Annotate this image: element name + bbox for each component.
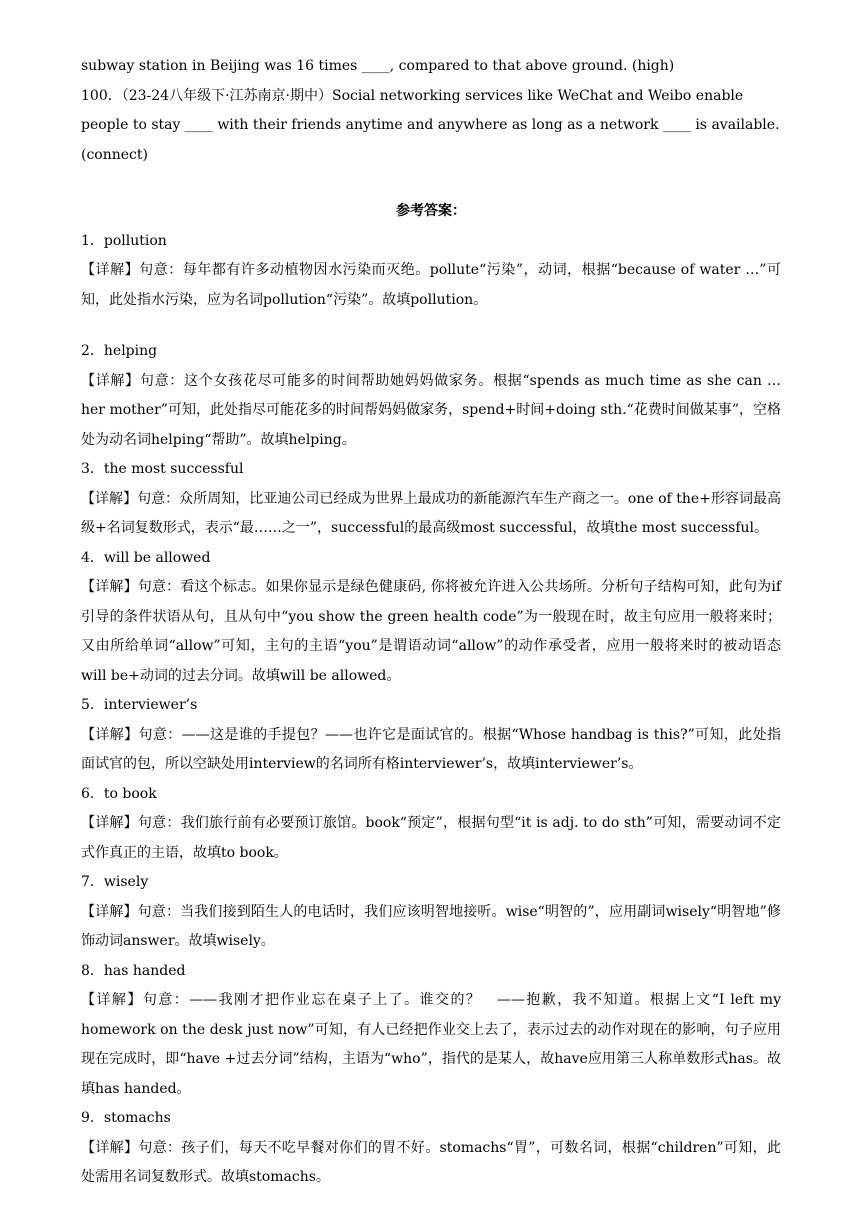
- answer-head: 4．will be allowed: [81, 549, 211, 566]
- answer-1: [81, 227, 781, 316]
- document-content: [81, 52, 781, 1193]
- question-100: 100．（23-24八年级下·江苏南京·期中）Social networking services like WeChat and Weibo enable people to stay ____ with their friends anytime and anywhere as long as a network ____ is available. (connect): [81, 87, 780, 163]
- answer-head: 3．the most successful: [81, 461, 244, 477]
- answer-explanation: 【详解】句意：每年都有许多动植物因水污染而灭绝。pollute“污染”，动词，根据“because of water …”可知，此处指水污染，应为名词pollution“污染”。故填pollution。: [81, 262, 781, 308]
- answer-head: 6．to book: [81, 785, 157, 802]
- answer-7: [81, 868, 781, 957]
- answer-3: [81, 455, 781, 544]
- answer-explanation: 【详解】句意：——这是谁的手提包？——也许它是面试官的。根据“Whose handbag is this?”可知，此处指面试官的包，所以空缺处用interview的名词所有格interviewer’s，故填interviewer’s。: [81, 726, 781, 772]
- answer-9: [81, 1104, 781, 1193]
- answer-explanation: 【详解】句意：看这个标志。如果你显示是绿色健康码, 你将被允许进入公共场所。分析句子结构可知，此句为if引导的条件状语从句，且从句中“you show the green health code”为一般现在时，故主句应用一般将来时；又由所给单词“allow”可知，主句的主语“you”是谓语动词“allow”的动作承受者，应用一般将来时的被动语态will be+动词的过去分词。故填will be allowed。: [81, 579, 781, 684]
- answer-explanation: 【详解】句意：这个女孩花尽可能多的时间帮助她妈妈做家务。根据“spends as much time as she can … her mother”可知，此处指尽可能花多的时间帮妈妈做家务，spend+时间+doing sth.“花费时间做某事”，空格处为动名词helping“帮助”。故填helping。: [81, 372, 781, 448]
- answers-title: 参考答案：: [396, 203, 466, 219]
- answer-6: [81, 780, 781, 869]
- question-99-tail: subway station in Beijing was 16 times ____, compared to that above ground. (high): [81, 58, 675, 74]
- answer-head: 7．wisely: [81, 874, 149, 890]
- answer-head: 1．pollution: [81, 232, 167, 249]
- answer-5: [81, 691, 781, 780]
- answer-2: [81, 337, 781, 455]
- answer-explanation: 【详解】句意：——我刚才把作业忘在桌子上了。谁交的？ ——抱歉，我不知道。根据上文“I left my homework on the desk just now”可知，有人已经把作业交上去了，表示过去的动作对现在的影响，句子应用现在完成时，即“have +过去分词”结构，主语为“who”，指代的是某人，故have应用第三人称单数形式has。故填has handed。: [81, 992, 781, 1097]
- spacer: [81, 315, 781, 337]
- answer-head: 2．helping: [81, 343, 158, 359]
- answer-explanation: 【详解】句意：众所周知，比亚迪公司已经成为世界上最成功的新能源汽车生产商之一。one of the+形容词最高级+名词复数形式，表示“最……之一”，successful的最高级most successful，故填the most successful。: [81, 490, 781, 536]
- answer-explanation: 【详解】句意：孩子们，每天不吃早餐对你们的胃不好。stomachs“胃”，可数名词，根据“children”可知，此处需用名词复数形式。故填stomachs。: [81, 1139, 781, 1185]
- answer-4: [81, 544, 781, 692]
- answer-head: 8．has handed: [81, 962, 186, 979]
- answer-8: [81, 957, 781, 1105]
- answer-explanation: 【详解】句意：当我们接到陌生人的电话时，我们应该明智地接听。wise“明智的”，应用副词wisely“明智地”修饰动词answer。故填wisely。: [81, 903, 781, 949]
- answer-explanation: 【详解】句意：我们旅行前有必要预订旅馆。book“预定”，根据句型“it is adj. to do sth”可知，需要动词不定式作真正的主语，故填to book。: [81, 815, 781, 861]
- answer-head: 5．interviewer’s: [81, 697, 198, 713]
- answer-head: 9．stomachs: [81, 1110, 171, 1126]
